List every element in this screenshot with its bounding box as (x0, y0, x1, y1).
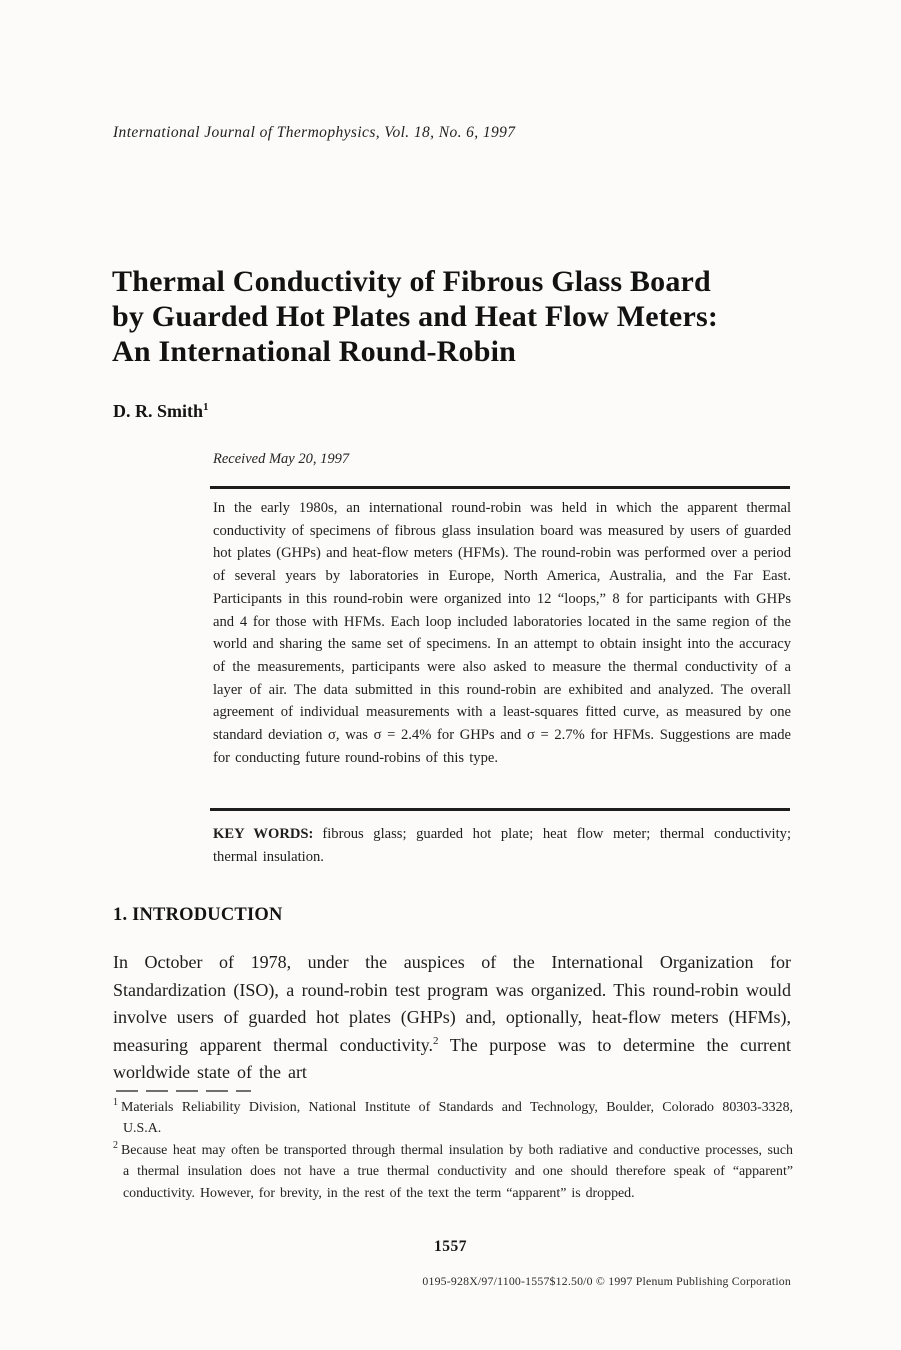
author-name: D. R. Smith (113, 401, 204, 421)
section-heading-introduction: 1. INTRODUCTION (113, 905, 283, 925)
copyright-line: 0195-928X/97/1100-1557$12.50/0 © 1997 Plenum Publishing Corporation (422, 1274, 791, 1288)
journal-header-line: International Journal of Thermophysics, Vol. 18, No. 6, 1997 (113, 124, 516, 141)
intro-text-before-marker: In October of 1978, under the auspices of the International Organization for Standardization (ISO), a round-robin test program was organized. This round-robin would involve users of guarded hot plates (GHPs) and, optionally, heat-flow meters (HFMs), measuring apparent thermal conductivity. (113, 952, 791, 1055)
footnote-1-text: Materials Reliability Division, National Institute of Standards and Technology, Boulder, Colorado 80303-3328, U.S.A. (121, 1100, 793, 1137)
abstract-text: In the early 1980s, an international round-robin was held in which the apparent thermal conductivity of specimens of fibrous glass insulation board was measured by users of guarded hot plates (GHPs) and heat-flow meters (HFMs). The round-robin was performed over a period of several years by laboratories in Europe, North America, Australia, and the Far East. Participants in this round-robin were organized into 12 “loops,” 8 for participants with GHPs and 4 for those with HFMs. Each loop included laboratories located in the same region of the world and sharing the same set of specimens. In an attempt to obtain insight into the accuracy of the measurements, participants were also asked to measure the thermal conductivity of a layer of air. The data submitted in this round-robin are exhibited and analyzed. The overall agreement of individual measurements with a least-squares fitted curve, as measured by one standard deviation σ, was σ = 2.4% for GHPs and σ = 2.7% for HFMs. Suggestions are made for conducting future round-robins of this type. (213, 500, 791, 766)
article-title-line-3: An International Round-Robin (112, 335, 517, 368)
author-footnote-marker: 1 (203, 401, 209, 413)
footnotes-block (113, 1097, 793, 1204)
footnote-1 (113, 1097, 793, 1140)
footnote-2-reference-marker: 2 (432, 1034, 439, 1047)
footnote-separator-rule (116, 1090, 251, 1092)
keywords-block (213, 823, 791, 868)
abstract-bottom-rule (210, 808, 790, 811)
article-title-line-1: Thermal Conductivity of Fibrous Glass Board (112, 265, 711, 298)
page-number: 1557 (434, 1238, 467, 1255)
footnote-2 (113, 1140, 793, 1204)
intro-text-after-marker: The purpose was to determine the current worldwide state of the art (113, 1034, 791, 1082)
abstract-top-rule (210, 486, 790, 489)
introduction-paragraph (113, 949, 791, 1087)
article-title-line-2: by Guarded Hot Plates and Heat Flow Meters: (112, 300, 719, 333)
keywords-label: KEY WORDS: (213, 826, 314, 842)
received-date-line: Received May 20, 1997 (213, 451, 350, 467)
footnote-2-marker: 2 (113, 1140, 118, 1152)
footnote-2-text: Because heat may often be transported through thermal insulation by both radiative and conductive processes, such a thermal insulation does not have a true thermal conductivity and one should therefore speak of “apparent” conductivity. However, for brevity, in the rest of the text the term “apparent” is dropped. (121, 1142, 793, 1201)
keywords-text: fibrous glass; guarded hot plate; heat flow meter; thermal conductivity; thermal insulation. (213, 826, 792, 865)
article-title (112, 264, 792, 369)
author-byline (113, 401, 209, 422)
footnote-1-marker: 1 (113, 1097, 118, 1109)
